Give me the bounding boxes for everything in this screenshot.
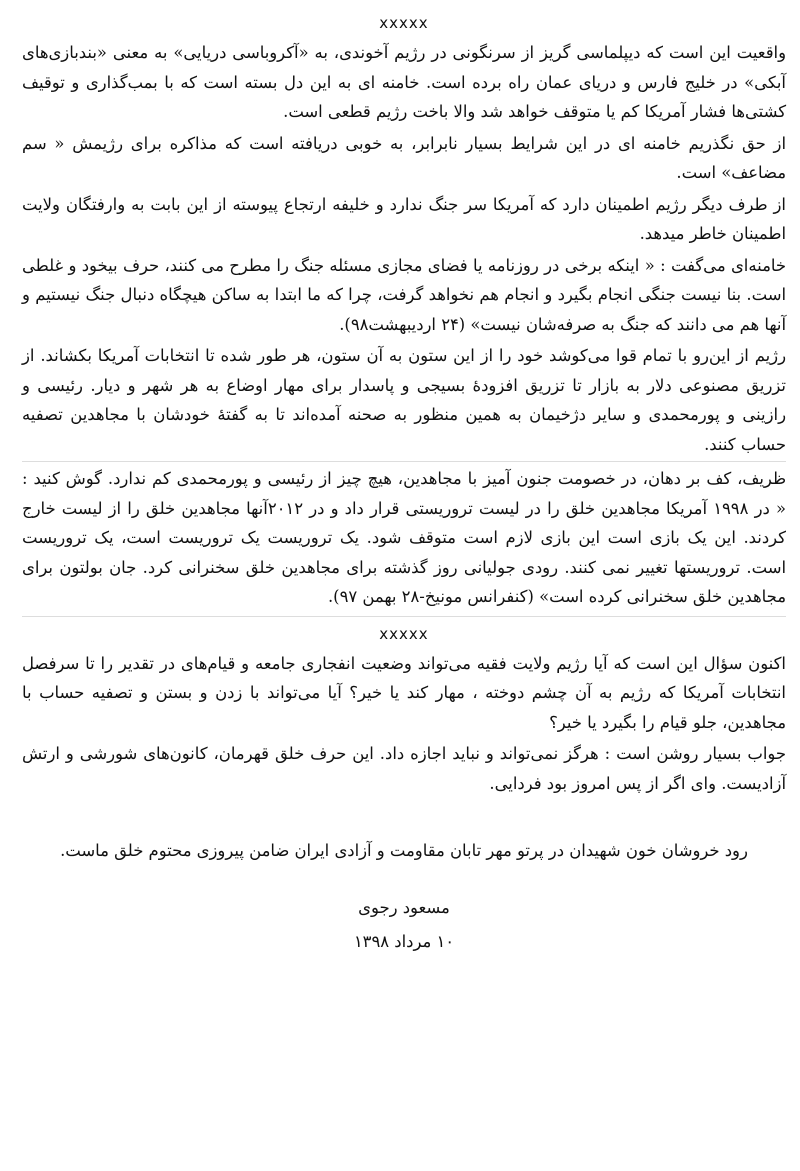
paragraph-7: جواب بسیار روشن است : هرگز نمی‌تواند و نباید اجازه داد. این حرف خلق قهرمان، کانون‌های شورشی و ارتش آزادیست. وای اگر از پس امروز بود فردایی. — [22, 744, 786, 793]
quote-paragraph: ظریف، کف بر دهان، در خصومت جنون آمیز با مجاهدین، هیچ چیز از رئیسی و پورمحمدی کم ندارد. گوش کنید : « در ۱۹۹۸ آمریکا مجاهدین خلق را در لیست تروریستی قرار داد و در ۲۰۱۲آنها مجاهدین خلق را از لیست خارج کردند. این یک بازی است این بازی لازم است متوقف شود. یک تروریست یک تروریست است، یک تروریست است. تروریستها تغییر نمی کنند. رودی جولیانی روز گذشته برای مجاهدین خلق سخنرانی کرد. جان بولتون برای مجاهدین خلق سخنرانی کرده است» (کنفرانس مونیخ-۲۸ بهمن ۹۷). — [22, 469, 786, 606]
quote-block — [22, 461, 786, 617]
section-separator-middle: xxxxx — [379, 624, 429, 643]
closing-statement: رود خروشان خون شهیدان در پرتو مهر تابان مقاومت و آزادی ایران ضامن پیروزی محتوم خلق ماست. — [60, 841, 748, 860]
paragraph-3: از طرف دیگر رژیم اطمینان دارد که آمریکا سر جنگ ندارد و خلیفه ارتجاع پیوسته از این بابت به وارفتگان ولایت اطمینان خاطر میدهد. — [22, 194, 786, 243]
signature-date: ۱۰ مرداد ۱۳۹۸ — [353, 932, 455, 951]
paragraph-6: اکنون سؤال این است که آیا رژیم ولایت فقیه می‌تواند وضعیت انفجاری جامعه و قیام‌های در تقدیر را تا سرفصل انتخابات آمریکا که رژیم به آن چشم دوخته ، مهار کند یا خیر؟ آیا می‌تواند با زدن و بستن و تصفیه حساب با مجاهدین، جلو قیام را بگیرد یا خیر؟ — [22, 653, 786, 732]
signature-name: مسعود رجوی — [358, 898, 450, 917]
paragraph-5: رژیم از این‌رو با تمام قوا می‌کوشد خود را از این ستون به آن ستون، هر طور شده تا انتخابات آمریکا بکشاند. از تزریق مصنوعی دلار به بازار تا تزریق افزودهٔ بسیجی و پاسدار برای مهار اوضاع به هر شهر و دیار. رئیسی و رازینی و پورمحمدی و سایر دژخیمان به همین منظور به صحنه آمده‌اند تا به گفتهٔ خودشان با مجاهدین تصفیه حساب کنند. — [22, 346, 786, 454]
paragraph-4: خامنه‌ای می‌گفت : « اینکه برخی در روزنامه یا فضای مجازی مسئله جنگ را مطرح می کنند، حرف بیخود و غلطی است. بنا نیست جنگی انجام بگیرد و انجام هم نخواهد گرفت، چرا که ما ابتدا به ساکن هیچگاه دنبال جنگ نیستیم و آنها هم می دانند که جنگ به صرفه‌شان نیست» (۲۴ اردیبهشت۹۸). — [22, 255, 786, 334]
paragraph-1: واقعیت این است که دیپلماسی گریز از سرنگونی در رژیم آخوندی، به «آکروباسی دریایی» به معنی «بندبازی‌های آبکی» در خلیج فارس و دریای عمان راه برده است. خامنه ای به این دل بسته است که با بمب‌گذاری و توقیف کشتی‌ها فشار آمریکا کم یا متوقف خواهد شد والا باخت رژیم قطعی است. — [22, 43, 786, 121]
section-separator-top: xxxxx — [379, 14, 429, 32]
paragraph-2: از حق نگذریم خامنه ای در این شرایط بسیار نابرابر، به خوبی دریافته است که مذاکره برای رژیمش « سم مضاعف» است. — [22, 133, 786, 182]
